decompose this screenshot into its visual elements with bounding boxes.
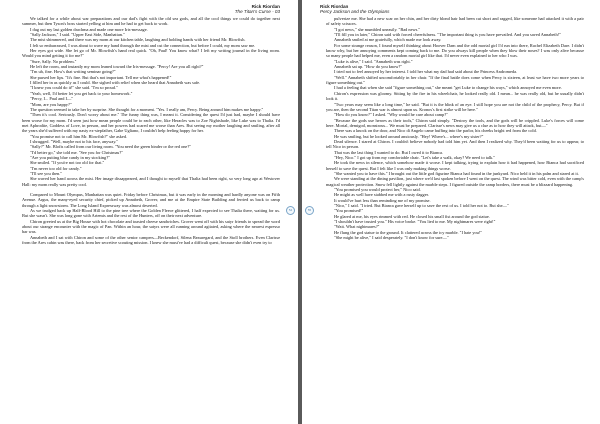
paragraph: "She might be alive," I said desperately. "I don't know for sure—" bbox=[334, 235, 449, 241]
paragraph: "How do you know?" I asked. "Why would he care about camp?" bbox=[334, 112, 448, 118]
paragraph: "Two years may seem like a long time," he said. "But it is the blink of an eye. I still hope you are not the child of the prophecy, Percy. But if you are, then the second Titan war is almost upon us. Kronos's first strike will be here." bbox=[326, 101, 584, 112]
paragraph: Annabeth smiled at me gratefully, which made me look away. bbox=[334, 37, 442, 43]
paragraph: pulverize me. She had a new scar on her chin, and her dirty blond hair had been cut short and ragged, like someone had attacked it with a pair of safety scissors. bbox=[326, 16, 584, 27]
left-page-number-badge[interactable]: 54 bbox=[286, 206, 295, 215]
right-page bbox=[302, 0, 600, 424]
paragraph: As we trudged back up Half-Blood Hill to the pine tree where the Golden Fleece glittered, I half expected to see Thalia there, waiting for us. But she wasn't. She was long gone with Artemis and the rest of the Hunters, off on their next adventure. bbox=[22, 208, 280, 219]
paragraph: Dead silence. I stared at Chiron. I couldn't believe nobody had told him yet. And then I realized why. They'd been waiting for us to appear, to tell Nico in person. bbox=[326, 138, 584, 150]
paragraph: I had a feeling that when she said "figure something out," she meant "get Luke to change his ways," which annoyed me even more. bbox=[334, 85, 562, 91]
paragraph: I tried not to feel annoyed by her interest. I told her what my dad had said about the Princess Andromeda. bbox=[334, 69, 518, 75]
paragraph: "I'm never too old for candy." bbox=[30, 165, 82, 171]
right-page-book-title: Percy Jackson and the Olympians bbox=[320, 9, 390, 15]
left-page-book-title: The Titan's Curse - 03 bbox=[234, 9, 280, 15]
paragraph: "Sure, Sally. No problem." bbox=[30, 58, 77, 64]
paragraph: He flung the god statue to the ground. It clattered across the icy marble. "I hate you!" bbox=[334, 229, 483, 235]
paragraph: "Wait. What nightmares?" bbox=[334, 224, 380, 230]
right-page-body bbox=[326, 16, 584, 420]
left-page-header bbox=[235, 4, 280, 14]
paragraph: "You promise not to call him Mr. Blowfish?" she asked. bbox=[30, 133, 128, 139]
paragraph: "I got news," she mumbled uneasily. "Bad news." bbox=[334, 26, 421, 32]
paragraph: It would've hurt less than reminding me of my promise. bbox=[334, 197, 431, 203]
paragraph: "Well." Annabeth shifted uncomfortably in her chair. "If the final battle does come when Percy is sixteen, at least we have two more years to figure something out." bbox=[326, 74, 584, 86]
paragraph: "Sally?" Mr. Blofis called from our living room. "You need the green binder or the red one?" bbox=[30, 144, 192, 150]
left-page-body bbox=[22, 16, 280, 420]
paragraph: I felt so embarrassed, I was about to wave my hand through the mist and cut the connection, but before I could, my mom saw me. bbox=[30, 42, 256, 48]
paragraph: "I shouldn't have trusted you." His voice broke. "You lied to me. My nightmares were right!" bbox=[334, 219, 496, 225]
right-page-number-badge[interactable]: 55 bbox=[305, 206, 314, 215]
right-page-header bbox=[320, 4, 389, 14]
paragraph: "Because the gods use heroes as their tools," Chiron said simply. "Destroy the tools, and the gods will be crippled. Luke's forces will come here. Mortal, demigod, monstrous... We must be prepared. Clarisse's news may give us a clue as to how they will attack, but—" bbox=[326, 117, 584, 128]
paragraph: "Sally Jackson," I said. "Upper East Side, Manhattan." bbox=[30, 32, 125, 38]
left-page bbox=[0, 0, 298, 424]
paragraph: Annabeth and I sat with Chiron and some of the other senior campers—Beckendorf, Silena Beauregard, and the Stoll brothers. Even Clarisse from the Ares cabin was there, back from her secretive scouting mission. I knew she must've had a difficult quest, because she didn't even try to bbox=[22, 234, 280, 246]
paragraph: I filled her in as quickly as I could. She sighed with relief when she heard that Annabeth was safe. bbox=[30, 80, 201, 86]
paragraph: "I'll see you then." bbox=[30, 170, 63, 176]
paragraph: "I knew you could do it!" she said. "I'm so proud." bbox=[30, 85, 118, 91]
paragraph: "Yeah, well, I'd better let you get back to your homework." bbox=[30, 90, 133, 96]
paragraph: "Luke is alive," I said. "Annabeth was right." bbox=[334, 58, 413, 64]
paragraph: "I'll fill you in later," Chiron said with forced cheerfulness. "The important thing is you have prevailed. And you saved Annabeth!" bbox=[334, 32, 561, 38]
paragraph: The question seemed to take her by surprise. She thought for a moment. "Yes. I really am, Percy. Being around him makes me happy." bbox=[30, 106, 264, 112]
paragraph: He left the room, and instantly my mom leaned toward the Iris-message. "Percy! Are you all right?" bbox=[30, 64, 204, 70]
paragraph: The mist shimmered, and there was my mom at our kitchen table, laughing and holding hands with her friend Mr. Blowfish. bbox=[30, 37, 246, 43]
paragraph: Her eyes got wide. She let go of Mr. Blowfish's hand real quick. "Oh, Paul! You know what? I left my writing journal in the living room. Would you mind getting it for me?" bbox=[22, 48, 280, 59]
paragraph: He might as well have stabbed me with a rusty dagger. bbox=[334, 192, 429, 198]
right-page-author: Rick Riordan bbox=[320, 4, 349, 9]
paragraph: That was the last thing I wanted to do. But I owed it to Bianca. bbox=[334, 149, 444, 155]
paragraph: "You promised!" bbox=[334, 208, 364, 214]
paragraph: I dug out my last golden drachma and made one more Iris-message. bbox=[30, 26, 148, 32]
paragraph: "Percy, I... Paul and I—" bbox=[30, 96, 74, 102]
paragraph: Chiron's expression was gloomy. Sitting by the fire in his wheelchair, he looked really old. I mean... he was really old, but he usually didn't look it. bbox=[326, 90, 584, 102]
paragraph: We talked for a while about war preparations and our dad's fight with the old sea gods, and all the cool things we could do together next summer, but then Tyson's boss started yelling at him and he had to get back to work. bbox=[22, 16, 280, 27]
paragraph: "You promised you would protect her," Nico said. bbox=[334, 187, 421, 192]
paragraph: Chiron greeted us at the Big House with hot chocolate and toasted cheese sandwiches. Grover went off with his satyr friends to spread the word about our strange encounter with the magic of Pan. Within an hour, the satyrs were all running around agitated, asking where the nearest espresso bar was. bbox=[22, 218, 280, 235]
paragraph: "Nico," I said. "I tried. But Bianca gave herself up to save the rest of us. I told her not to. But she—" bbox=[334, 203, 509, 209]
paragraph: "Hey, Nico." I got up from my comfortable chair. "Let's take a walk, okay? We need to talk." bbox=[334, 154, 496, 160]
paragraph: "Are you putting blue candy in my stocking?" bbox=[30, 154, 110, 160]
paragraph: She waved her hand across the mist. Her image dissappeared, and I thought to myself that Thalia had been right, so very long ago at Westover Hall: my mom really was pretty cool. bbox=[22, 176, 280, 187]
paragraph: He took the news in silence, which somehow made it worse. I kept talking, trying to explain how it had happened, how Bianca had sacrificed herself to save the quest. But I felt like I was only making things worse. bbox=[326, 160, 584, 171]
paragraph: We were standing at the dining pavilion, just where we'd last spoken before I went on the quest. The wind was bitter cold, even with the camp's magical weather protection. Snow fell lightly against the marble steps. I figured outside the camp borders, there must be a blizzard happening. bbox=[326, 176, 584, 187]
paragraph: "I'm uh, fine. How's that writing seminar going?" bbox=[30, 69, 116, 75]
paragraph: She pursed her lips. "It's fine. But that's not important. Tell me what's happened!" bbox=[30, 74, 172, 80]
paragraph: She smiled. "If you're not too old for that." bbox=[30, 160, 105, 166]
paragraph: There was a knock on the door, and Nico di Angelo came huffing into the parlor, his cheeks bright red from the cold. bbox=[334, 128, 537, 134]
paragraph: "Mom, are you happy?" bbox=[30, 101, 72, 107]
left-page-author: Rick Riordan bbox=[251, 4, 280, 9]
paragraph: "I'd better go," she told me. "See you for Christmas?" bbox=[30, 149, 123, 155]
paragraph: He was smiling, but he looked around anxiously. "Hey! Where's... where's my sister?" bbox=[334, 133, 484, 139]
paragraph: For some strange reason, I found myself thinking about Hoover Dam and the odd mortal girl I'd run into there, Rachel Elizabeth Dare. I didn't know why, but her annoying comments kept coming back to me. Do you always kill people when they blow their noses? I was only alive because so many people had helped me, even a random mortal girl like that. I'd never even explained to her who I was. bbox=[326, 42, 584, 59]
paragraph: I shrugged. "Well, maybe not to his face, anyway." bbox=[30, 138, 119, 144]
paragraph: Compared to Mount Olympus, Manhattan was quiet. Friday before Christmas, but it was early in the morning and hardly anyone was on Fifth Avenue. Argus, the many-eyed security chief, picked up Annabeth, Grover, and me at the Empire State Building and ferried us back to camp through a light snowstorm. The Long Island Expressway was almost deserted. bbox=[22, 192, 280, 208]
paragraph: "She wanted you to have this." I brought out the little god figurine Bianca had found in the junkyard. Nico held it in his palm and stared at it. bbox=[334, 170, 579, 176]
paragraph: "Then it's cool. Seriously. Don't worry about me." The funny thing was, I meant it. Considering the quest I'd just had, maybe I should have been worse for my mom. I'd seen just how mean people could be to each other, like Heracles was to Zoe Nightshade, like Luke was to Thalia. I'd met Aphrodite, Goddess of Love, in person, and her powers had scared me worse than Ares. But seeing my mother laughing and smiling, after all the years she'd suffered with my nasty ex-stepfather, Gabe Ugliano, I couldn't help feeling happy for her. bbox=[22, 112, 280, 134]
paragraph: Annabeth sat up. "How do you know?" bbox=[334, 64, 403, 70]
paragraph: He glared at me, his eyes rimmed with red. He closed his small fist around the god statue. bbox=[334, 213, 490, 219]
